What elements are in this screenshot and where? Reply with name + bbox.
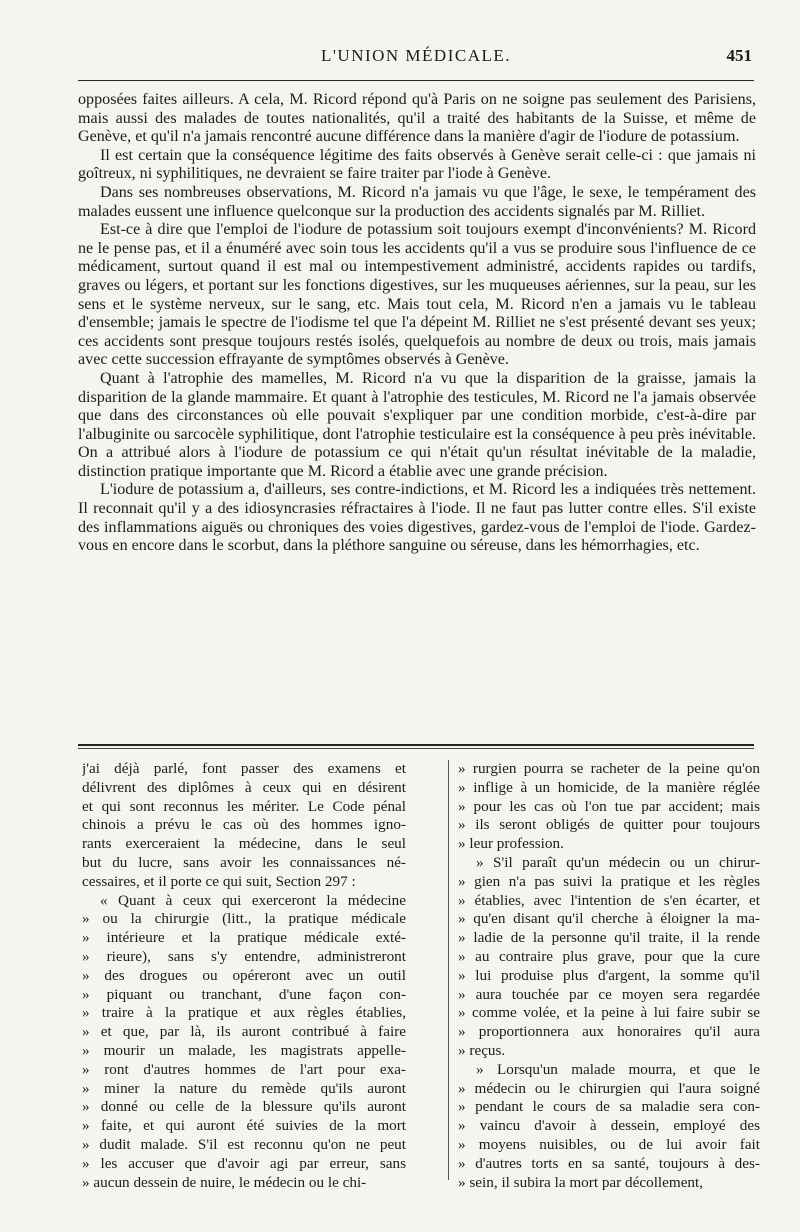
column-line: » d'autres torts en sa santé, toujours à des- [458,1154,760,1172]
column-line: » Lorsqu'un malade mourra, et que le [476,1060,760,1078]
paragraph: Est-ce à dire que l'emploi de l'iodure de potassium soit toujours exempt d'inconvénients? M. Ricord ne le pense pas, et il a énuméré avec soin tous les accidents qu'il a vus se produire sous l'influence de ce médicament, surtout quand il est mal ou intempestivement administré, accidents rapides ou tardifs, graves ou légers, et portant sur les fonctions digestives, sur les muqueuses aériennes, sur la peau, sur les sens et le système nerveux, sur le sang, etc. Mais tout cela, M. Ricord n'en a jamais vu le tableau d'ensemble; jamais le spectre de l'iodisme tel que l'a dépeint M. Rilliet ne s'est présenté devant ses yeux; ces accidents sont presque toujours restés isolés, quelquefois au nombre de deux ou trois, mais jamais avec cette succession effrayante de symptômes observés à Genève. [78,221,756,369]
column-line: » aucun dessein de nuire, le médecin ou le chi- [82,1173,367,1191]
column-line: » ou la chirurgie (litt., la pratique médicale [82,910,406,928]
column-line: » ils seront obligés de quitter pour toujours [458,816,760,834]
column-line: » sein, il subira la mort par décollement, [458,1173,704,1191]
column-line: » médecin ou le chirurgien qui l'aura soigné [458,1079,760,1097]
column-line: » reçus. [458,1041,506,1059]
column-line: j'ai déjà parlé, font passer des examens et [82,760,406,777]
column-line: » mourir un malade, les magistrats appelle- [82,1041,406,1059]
page-number: 451 [726,46,752,65]
paragraph: Il est certain que la conséquence légitime des faits observés à Genève serait celle-ci : que jamais ni goîtreux, ni syphilitiques, ne devraient se faire traiter par l'iode à Genève. [78,146,756,183]
column-line: chinois a prévu le cas où des hommes igno- [82,816,406,834]
column-line: » des drogues ou opéreront avec un outil [82,966,406,984]
column-line: » au contraire plus grave, pour que la cure [458,947,760,965]
column-line: délivrent des diplômes à ceux qui en désirent [82,778,406,796]
column-line: et qui sont reconnus les mériter. Le Code pénal [82,797,406,815]
column-line: » et que, par là, ils auront contribué à faire [82,1023,406,1041]
journal-title: L'UNION MÉDICALE. [320,46,512,65]
column-line: » qu'en disant qu'il cherche à éloigner la ma- [458,910,760,928]
column-line: » gien n'a pas suivi la pratique et les règles [458,872,760,890]
column-line: » comme volée, et la peine à lui faire subir se [458,1004,760,1022]
column-line: » rurgien pourra se racheter de la peine qu'on [458,760,760,777]
column-line: » ladie de la personne qu'il traite, il la rende [458,929,760,947]
paragraph: Quant à l'atrophie des mamelles, M. Ricord n'a vu que la disparition de la graisse, jamais la disparition de la glande mammaire. Et quant à l'atrophie des testicules, M. Ricord ne l'a jamais observée que dans des circonstances où elle pouvait s'expliquer par une condition morbide, c'est-à-dire par l'albuginite ou sarcocèle syphilitique, dont l'atrophie testiculaire est la conséquence à peu près inévitable. On a attribué alors à l'iodure de potassium ce qui n'était qu'un résultat inévitable de la maladie, distinction pratique importante que M. Ricord a établie avec une grande précision. [78,369,756,480]
column-line: » donné ou celle de la blessure qu'ils auront [82,1098,406,1116]
column-line: » vaincu d'avoir à dessein, employé des [458,1117,760,1135]
feuilleton-right-column [458,760,760,1192]
column-line: « Quant à ceux qui exerceront la médecine [100,891,406,909]
column-line: cessaires, et il porte ce qui suit, Section 297 : [82,872,356,890]
column-line: » rieure), sans s'y entendre, administreront [82,947,406,965]
column-line: » dudit malade. S'il est reconnu qu'on ne peut [82,1135,406,1153]
main-article [78,91,756,556]
column-line: » pour les cas où l'on tue par accident; mais [458,797,760,815]
column-line: » pendant le cours de sa maladie sera con- [458,1098,760,1116]
column-line: » S'il paraît qu'un médecin ou un chirur- [476,853,760,871]
column-line: » leur profession. [458,835,564,853]
header-rule [78,80,754,81]
column-line: » faite, et qui auront été suivies de la mort [82,1117,406,1135]
column-line: » ront d'autres hommes de l'art pour exa- [82,1060,406,1078]
column-line: » moyens nuisibles, ou de lui avoir fait [458,1135,760,1153]
column-line: » établies, avec l'intention de s'en écarter, et [458,891,760,909]
paragraph: Dans ses nombreuses observations, M. Ricord n'a jamais vu que l'âge, le sexe, le tempérament des malades eussent une influence quelconque sur la production des accidents signalés par M. Rilliet. [78,183,756,220]
column-line: » proportionnera aux honoraires qu'il aura [458,1023,760,1041]
column-line: » intérieure et la pratique médicale exté- [82,929,406,947]
column-line: » inflige à un homicide, de la manière réglée [458,778,760,796]
column-line: rants exerceraient la médecine, dans le seul [82,835,406,853]
column-line: » les accuser que d'avoir agi par erreur, sans [82,1154,406,1172]
column-line: » aura touchée par ce moyen sera regardée [458,985,760,1003]
column-line: » lui produise plus d'argent, la somme qu'il [458,966,760,984]
column-line: » traire à la pratique et aux règles établies, [82,1004,406,1022]
feuilleton-rule-thin [78,748,754,749]
paragraph: L'iodure de potassium a, d'ailleurs, ses contre-indictions, et M. Ricord les a indiquées très nettement. Il reconnait qu'il y a des idiosyncrasies réfractaires à l'iode. Il ne faut pas lutter contre elles. S'il existe des inflammations aiguës ou chroniques des voies digestives, gardez-vous de l'emploi de l'iode. Gardez-vous en encore dans le scorbut, dans la pléthore sanguine ou séreuse, dans les hémorrhagies, etc. [78,481,756,555]
column-line: but du lucre, sans avoir les connaissances né- [82,853,406,871]
feuilleton-left-column [82,760,406,1192]
column-divider [448,760,449,1180]
paragraph: opposées faites ailleurs. A cela, M. Ricord répond qu'à Paris on ne soigne pas seulement des Parisiens, mais aussi des malades de toutes nationalités, qu'il a traité des habitants de la Suisse, et même de Genève, et qu'il n'a jamais rencontré aucune différence dans la manière d'agir de l'iodure de potassium. [78,91,756,146]
running-header [78,46,754,70]
feuilleton-rule [78,744,754,746]
column-line: » miner la nature du remède qu'ils auront [82,1079,406,1097]
column-line: » piquant ou tranchant, d'une façon con- [82,985,406,1003]
